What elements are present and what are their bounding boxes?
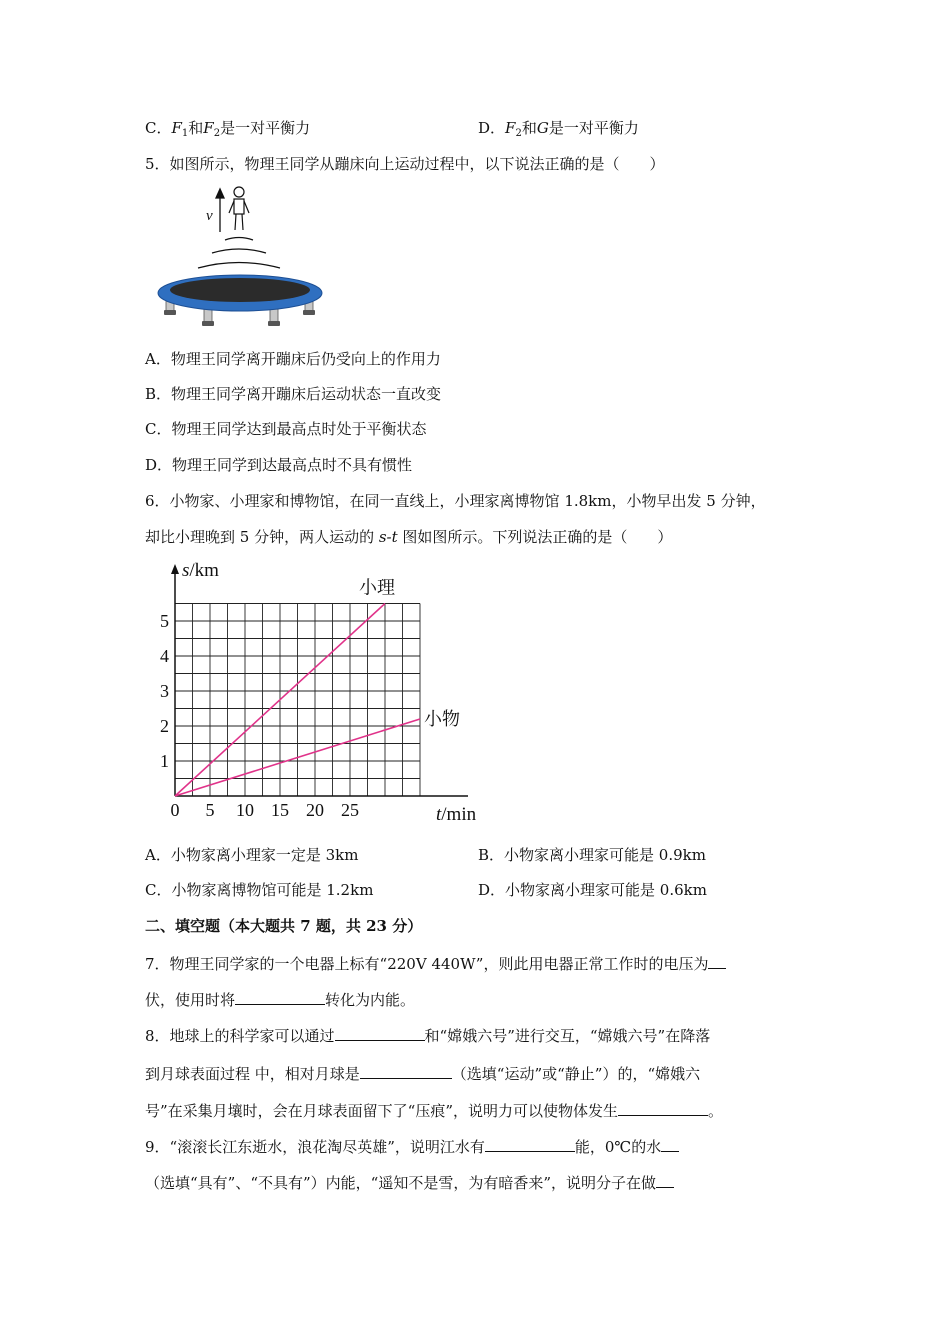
q4-c-f2: F bbox=[203, 119, 214, 137]
q4-d-and: 和 bbox=[521, 119, 537, 137]
q5-option-d: D．物理王同学到达最高点时不具有惯性 bbox=[145, 456, 413, 474]
x-tick-label: 0 bbox=[170, 800, 180, 820]
x-tick-label: 25 bbox=[341, 800, 359, 820]
q8-l2a-text: 到月球表面过程 中，相对月球是 bbox=[145, 1065, 360, 1083]
x-axis-var: t bbox=[436, 804, 442, 825]
q4-d-label: D． bbox=[478, 119, 506, 137]
q4-c-label: C． bbox=[145, 119, 172, 137]
y-tick-label: 3 bbox=[160, 681, 169, 701]
velocity-arrow bbox=[216, 189, 224, 232]
section2-title: 二、填空题（本大题共 7 题，共 23 分） bbox=[145, 917, 423, 935]
x-axis-unit: /min bbox=[441, 804, 477, 825]
q8-line1 bbox=[145, 1024, 710, 1047]
series-label-0: 小理 bbox=[359, 577, 395, 598]
q7-line1 bbox=[145, 952, 726, 975]
q6-stem-line2-pre: 却比小理晚到 5 分钟，两人运动的 bbox=[145, 528, 379, 546]
x-axis-title bbox=[436, 804, 477, 825]
q9-line1 bbox=[145, 1135, 679, 1158]
q4-d-rest: 是一对平衡力 bbox=[548, 119, 639, 137]
q9-l1a-text: 9．“滚滚长江东逝水，浪花淘尽英雄”，说明江水有 bbox=[145, 1138, 485, 1156]
q4-d-f2: F bbox=[505, 119, 516, 137]
q6-option-b: B．小物家离小理家可能是 0.9km bbox=[478, 846, 706, 864]
y-axis-var: s bbox=[182, 560, 190, 581]
q9-l1b-text: 能，0℃的水 bbox=[574, 1138, 662, 1156]
q5-option-c: C．物理王同学达到最高点时处于平衡状态 bbox=[145, 420, 427, 438]
x-tick-label: 20 bbox=[306, 800, 324, 820]
q5-stem: 5．如图所示，物理王同学从蹦床向上运动过程中，以下说法正确的是（ ） bbox=[145, 155, 665, 173]
trampoline bbox=[158, 275, 322, 326]
q8-blank-motion[interactable] bbox=[360, 1062, 452, 1079]
q4-c-f2-sub: 2 bbox=[213, 128, 221, 139]
q7-l2b-text: 转化为内能。 bbox=[325, 991, 416, 1009]
q8-l3b-text: 。 bbox=[708, 1102, 724, 1120]
q8-blank-medium[interactable] bbox=[335, 1024, 425, 1041]
q4-d-f2-sub: 2 bbox=[515, 128, 522, 139]
q8-line3 bbox=[145, 1099, 723, 1122]
q7-l2a-text: 伏，使用时将 bbox=[145, 991, 236, 1009]
q9-blank-internal-energy[interactable] bbox=[661, 1135, 679, 1152]
y-tick-label: 1 bbox=[160, 751, 169, 771]
q9-line2 bbox=[145, 1171, 674, 1194]
q8-l2b-text: （选填“运动”或“静止”）的，“嫦娥六 bbox=[451, 1065, 701, 1083]
series-label-1: 小物 bbox=[424, 709, 460, 729]
q5-option-b: B．物理王同学离开蹦床后运动状态一直改变 bbox=[145, 385, 442, 403]
y-axis-unit: /km bbox=[189, 560, 219, 581]
trampoline-figure bbox=[150, 180, 330, 328]
q6-stem-st: s-t bbox=[378, 528, 398, 546]
q5-option-a: A．物理王同学离开蹦床后仍受向上的作用力 bbox=[145, 350, 441, 368]
y-tick-label: 4 bbox=[160, 646, 169, 666]
q6-stem-line1: 6．小物家、小理家和博物馆，在同一直线上，小理家离博物馆 1.8km，小物早出发 5 分钟， bbox=[145, 492, 766, 510]
q6-option-d: D．小物家离小理家可能是 0.6km bbox=[478, 881, 707, 899]
tick-labels bbox=[160, 611, 359, 820]
q6-option-c: C．小物家离博物馆可能是 1.2km bbox=[145, 881, 374, 899]
chart-grid bbox=[175, 604, 420, 797]
q8-l1a-text: 8．地球上的科学家可以通过 bbox=[145, 1027, 335, 1045]
q7-l1-text: 7．物理王同学家的一个电器上标有“220V 440W”，则此用电器正常工作时的电压为 bbox=[145, 955, 709, 973]
q9-blank-motion[interactable] bbox=[656, 1171, 674, 1188]
q8-line2 bbox=[145, 1062, 700, 1085]
q4-c-and: 和 bbox=[188, 119, 204, 137]
q4-c-rest: 是一对平衡力 bbox=[220, 119, 311, 137]
q9-blank-energy[interactable] bbox=[485, 1135, 575, 1152]
q8-l3a-text: 号”在采集月壤时，会在月球表面留下了“压痕”，说明力可以使物体发生 bbox=[145, 1102, 619, 1120]
q9-l2-text: （选填“具有”、“不具有”）内能，“遥知不是雪，为有暗香来”，说明分子在做 bbox=[145, 1174, 657, 1192]
x-tick-label: 15 bbox=[271, 800, 289, 820]
q4-c-f1-sub: 1 bbox=[181, 128, 189, 139]
velocity-label: v bbox=[206, 208, 213, 224]
q4-option-c bbox=[145, 117, 310, 145]
x-tick-label: 5 bbox=[205, 800, 215, 820]
q4-d-g: G bbox=[536, 119, 549, 137]
q8-blank-deformation[interactable] bbox=[618, 1099, 708, 1116]
q6-option-a: A．小物家离小理家一定是 3km bbox=[145, 846, 359, 864]
student-stick-figure bbox=[229, 187, 249, 230]
x-tick-label: 10 bbox=[236, 800, 254, 820]
q4-option-d bbox=[478, 117, 639, 145]
y-axis-title bbox=[182, 560, 219, 581]
q6-stem-line2-post: 图如图所示。下列说法正确的是（ ） bbox=[397, 528, 673, 546]
y-tick-label: 2 bbox=[160, 716, 169, 736]
q7-line2 bbox=[145, 988, 415, 1011]
q7-blank-voltage[interactable] bbox=[708, 952, 726, 969]
y-tick-label: 5 bbox=[160, 611, 169, 631]
q8-l1b-text: 和“嫦娥六号”进行交互，“嫦娥六号”在降落 bbox=[424, 1027, 711, 1045]
q6-stem-line2 bbox=[145, 526, 672, 548]
series-labels bbox=[359, 578, 460, 730]
st-chart bbox=[150, 558, 500, 830]
q4-c-f1: F bbox=[171, 119, 182, 137]
motion-lines bbox=[198, 238, 280, 269]
q7-blank-energy[interactable] bbox=[235, 988, 325, 1005]
